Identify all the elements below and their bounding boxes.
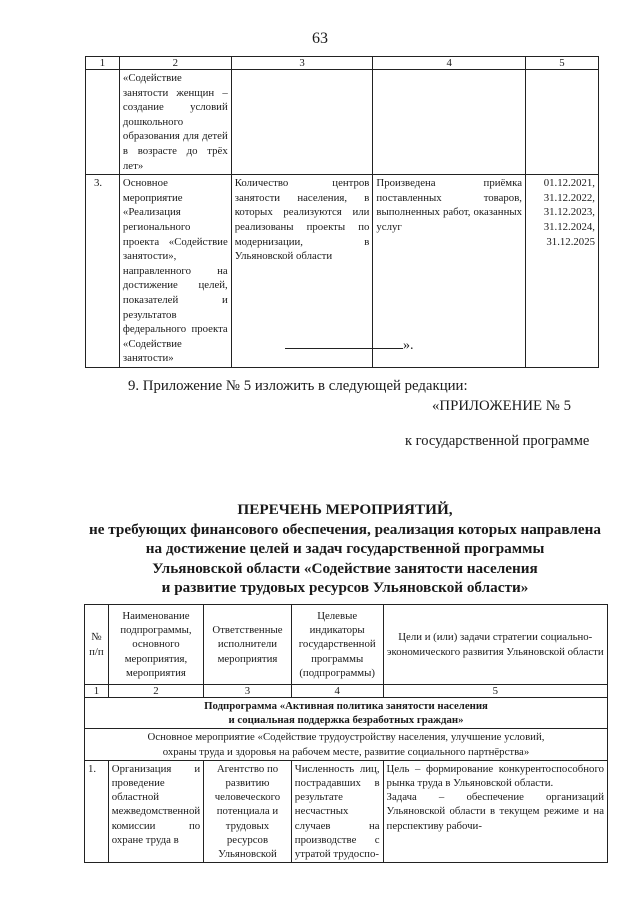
- page-number: 63: [312, 30, 328, 47]
- main-measure-line: Основное мероприятие «Содействие трудоустройству населения, улучшение условий,: [147, 731, 545, 744]
- list-title-line: ПЕРЕЧЕНЬ МЕРОПРИЯТИЙ,: [237, 501, 453, 518]
- main-measure-row: [85, 729, 608, 760]
- column-number: 3: [204, 685, 292, 698]
- indicator-cell: Количество центров занятости населения, в которых реализуются или реализованы проекты по модернизации, в Ульяновской области: [231, 175, 373, 368]
- list-title-line: Ульяновской области «Содействие занятости населения: [152, 559, 538, 577]
- closing-mark: ».: [403, 338, 414, 353]
- list-title-line: и развитие трудовых ресурсов Ульяновской области»: [161, 579, 529, 596]
- date-value: 31.12.2023,: [543, 206, 595, 219]
- date-value: 31.12.2025: [546, 235, 595, 248]
- responsible-cell: Агентство по развитию человеческого потенциала и трудовых ресурсов Ульяновской: [204, 760, 292, 862]
- column-number: 5: [526, 57, 599, 70]
- date-value: 01.12.2021,: [543, 177, 595, 190]
- list-title-line: на достижение целей и задач государственной программы: [145, 540, 545, 557]
- column-number: 2: [108, 685, 203, 698]
- table-header-row: [85, 605, 608, 685]
- column-number: 1: [86, 57, 120, 70]
- measures-table-continued: [85, 56, 599, 368]
- goals-cell: [383, 760, 607, 862]
- closing-quote-line: [285, 338, 414, 354]
- column-number: 3: [231, 57, 373, 70]
- measure-name: «Содействие занятости женщин – создание условий дошкольного образования для детей в возрасте до трёх лет»: [119, 70, 231, 175]
- header-goals: Цели и (или) задачи стратегии социально-экономического развития Ульяновской области: [383, 605, 607, 685]
- list-title: [80, 500, 610, 598]
- subprogram-line: Подпрограмма «Активная политика занятости населения: [204, 700, 488, 712]
- header-no: № п/п: [85, 605, 109, 685]
- task-text: Задача – обеспечение организаций Ульяновской области в текущем режиме и на перспективу рабочи-: [386, 791, 604, 832]
- column-number: 2: [119, 57, 231, 70]
- list-title-line: не требующих финансового обеспечения, реализация которых направлена: [88, 520, 602, 538]
- result-cell: [373, 70, 526, 175]
- measures-list-table: [84, 604, 608, 863]
- date-value: 31.12.2024,: [543, 220, 595, 233]
- goal-text: Цель – формирование конкурентоспособного рынка труда в Ульяновской области.: [386, 762, 604, 790]
- row-number: 3.: [86, 175, 120, 368]
- indicator-cell: Численность лиц, пострадавших в результате несчастных случаев на производстве с утратой трудоспо-: [291, 760, 383, 862]
- result-cell: Произведена приёмка поставленных товаров, выполненных работ, оказанных услуг: [373, 175, 526, 368]
- column-number: 1: [85, 685, 109, 698]
- indicator-cell: [231, 70, 373, 175]
- table-header-row: [86, 57, 599, 70]
- header-indicators: Целевые индикаторы государственной программы (подпрограммы): [291, 605, 383, 685]
- subprogram-row: [85, 698, 608, 729]
- table-row: [85, 760, 608, 862]
- dates-cell: [526, 70, 599, 175]
- row-number: [86, 70, 120, 175]
- header-name: Наименование подпрограммы, основного мероприятия, мероприятия: [108, 605, 203, 685]
- column-numbers-row: [85, 685, 608, 698]
- subprogram-line: и социальная поддержка безработных граждан»: [228, 714, 464, 727]
- table-row: [86, 70, 599, 175]
- appendix-subtitle: к государственной программе: [405, 433, 590, 449]
- column-number: 4: [373, 57, 526, 70]
- row-number: 1.: [85, 760, 109, 862]
- main-measure-line: охраны труда и здоровья на рабочем месте, развитие социального партнёрства»: [162, 745, 530, 758]
- item-9-text: 9. Приложение № 5 изложить в следующей редакции:: [128, 378, 468, 394]
- signature-rule: [285, 338, 403, 349]
- column-number: 5: [383, 685, 607, 698]
- main-measure-title: [85, 729, 608, 760]
- date-value: 31.12.2022,: [543, 191, 595, 204]
- header-responsible: Ответственные исполнители мероприятия: [204, 605, 292, 685]
- appendix-title: «ПРИЛОЖЕНИЕ № 5: [432, 398, 571, 414]
- subprogram-title: [85, 698, 608, 729]
- dates-cell: [526, 175, 599, 368]
- measure-name: Организация и проведение областной межведомственной комиссии по охране труда в: [108, 760, 203, 862]
- measure-name: Основное мероприятие «Реализация регионального проекта «Содействие занятости», направленного на достижение целей, показателей и результатов федерального проекта «Содействие занятости»: [119, 175, 231, 368]
- column-number: 4: [291, 685, 383, 698]
